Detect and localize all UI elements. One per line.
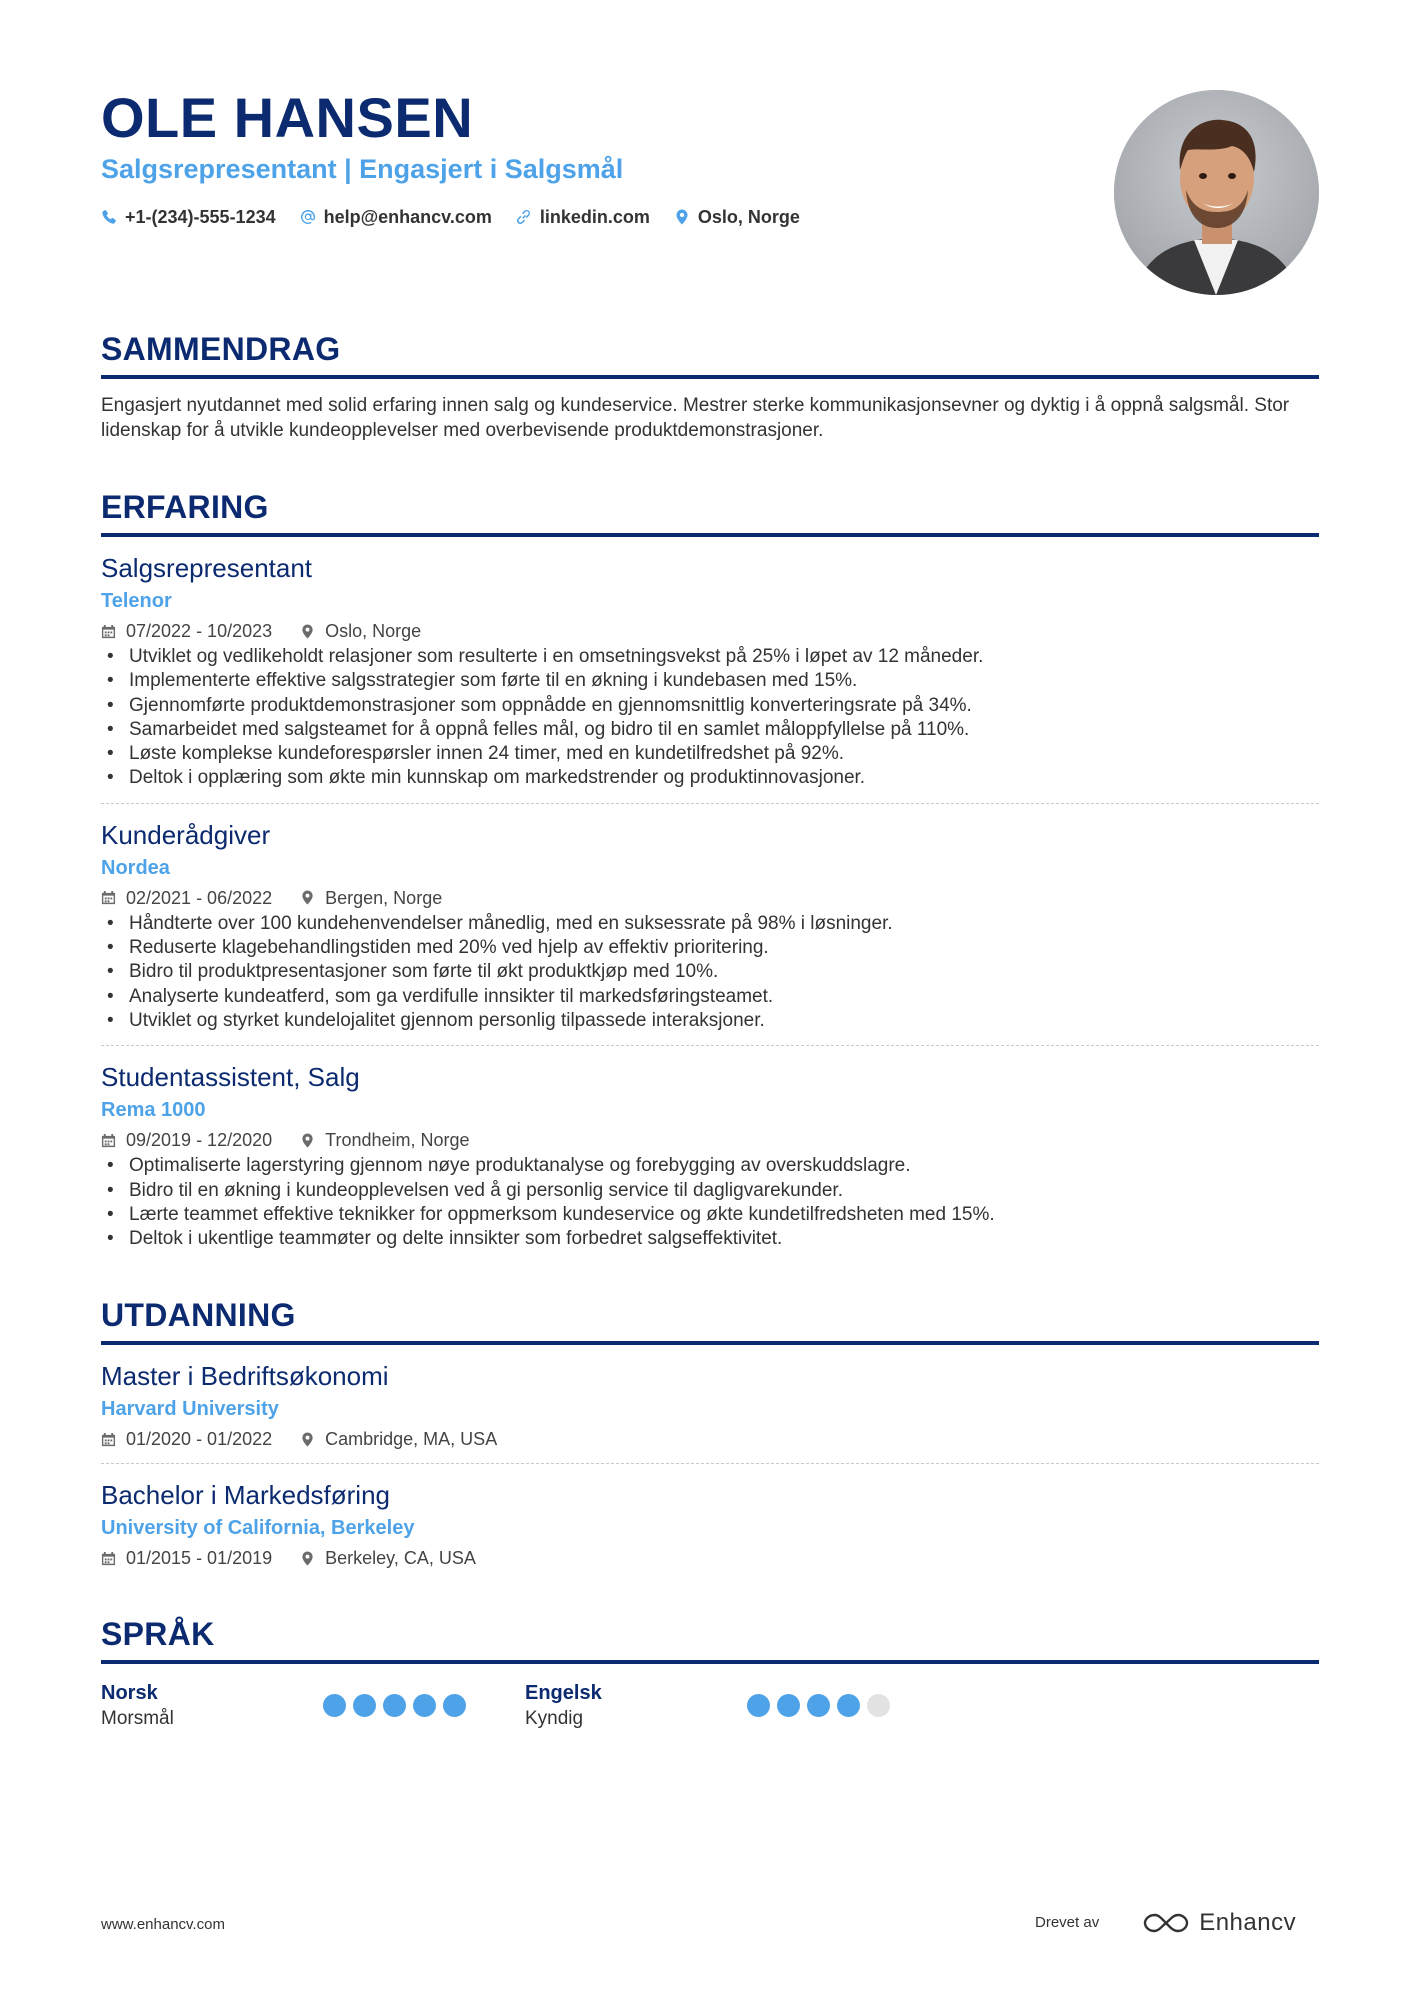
bullet-item: • Deltok i opplæring som økte min kunnskap om markedstrender og produktinnovasjoner. [101,766,1319,790]
calendar-icon [101,890,116,905]
job-location [300,619,421,643]
degree-title: Bachelor i Markedsføring [101,1480,390,1511]
languages-heading: SPRÅK [101,1614,1319,1664]
company-name: Rema 1000 [101,1099,206,1122]
job-meta [101,886,1319,910]
degree-title: Master i Bedriftsøkonomi [101,1361,389,1392]
brand-name: Enhancv [1199,1909,1297,1936]
experience-entry [101,1045,1319,1251]
bullet-item: • Utviklet og styrket kundelojalitet gjennom personlig tilpassede interaksjoner. [101,1009,1319,1033]
language-text [525,1680,747,1731]
job-meta [101,1128,1319,1152]
bullet-item: • Implementerte effektive salgsstrategier som førte til en økning i kundebasen med 15%. [101,669,1319,693]
language-item [525,1680,949,1731]
job-dates [101,886,272,910]
rating-dot-filled [383,1694,406,1717]
experience-section [101,487,1319,1251]
education-meta [101,1546,1319,1570]
calendar-icon [101,1551,116,1566]
map-pin-icon [674,209,690,225]
experience-entry [101,537,1319,791]
summary-section [101,329,1319,443]
job-dates-text: 07/2022 - 10/2023 [126,621,273,641]
education-entry [101,1345,1319,1451]
language-name: Engelsk [525,1682,602,1705]
map-pin-icon [300,1551,315,1566]
education-location [300,1427,497,1451]
summary-text: Engasjert nyutdannet med solid erfaring innen salg og kundeservice. Mestrer sterke kommunikasjonsevner og dyktig i å oppnå salgsmål. Stor lidenskap for å utvikle kundeopplevelser med overbevisende produktdemonstrasjoner. [101,395,1290,441]
job-dates [101,1128,272,1152]
rating-dot-filled [353,1694,376,1717]
footer-branding [1035,1908,1296,1938]
rating-dot-filled [323,1694,346,1717]
footer-website[interactable]: www.enhancv.com [101,1916,225,1933]
at-icon [300,209,316,225]
contact-location [674,205,800,229]
contact-email-text: help@enhancv.com [323,207,492,227]
school-name: Harvard University [101,1398,279,1421]
job-bullets [101,645,1319,791]
profile-photo [1114,90,1319,295]
company-name: Nordea [101,856,170,879]
contact-email[interactable] [300,205,492,229]
rating-dot-filled [443,1694,466,1717]
bullet-item: • Håndterte over 100 kundehenvendelser månedlig, med en suksessrate på 98% i løsninger. [101,912,1319,936]
experience-entry [101,803,1319,1033]
rating-dot-filled [777,1694,800,1717]
experience-heading: ERFARING [101,487,1319,537]
map-pin-icon [300,890,315,905]
map-pin-icon [300,624,315,639]
rating-dot-filled [747,1694,770,1717]
language-text [101,1680,323,1731]
job-dates-text: 09/2019 - 12/2020 [126,1130,273,1151]
job-location-text: Bergen, Norge [325,887,443,908]
language-rating [323,1680,466,1731]
school-name: University of California, Berkeley [101,1517,415,1540]
map-pin-icon [300,1133,315,1148]
education-location-text: Cambridge, MA, USA [325,1429,498,1450]
job-location-text: Oslo, Norge [325,621,422,641]
language-item [101,1680,525,1731]
education-dates [101,1546,272,1570]
job-meta [101,619,1319,643]
job-title: Studentassistent, Salg [101,1062,360,1093]
calendar-icon [101,1432,116,1447]
education-heading: UTDANNING [101,1295,1319,1345]
job-dates-text: 02/2021 - 06/2022 [126,887,273,908]
education-section [101,1295,1319,1570]
language-level: Kyndig [525,1708,584,1730]
contact-phone-text: +1-(234)-555-1234 [125,207,276,227]
bullet-item: • Bidro til en økning i kundeopplevelsen ved å gi personlig service til dagligvarekunder. [101,1179,1319,1203]
language-name: Norsk [101,1682,158,1705]
brand-logo[interactable] [1143,1908,1296,1938]
languages-section [101,1614,1319,1731]
bullet-item: • Optimaliserte lagerstyring gjennom nøye produktanalyse og forebygging av overskuddslagre. [101,1154,1319,1178]
rating-dot-filled [837,1694,860,1717]
contact-linkedin[interactable] [516,205,650,229]
education-location [300,1546,476,1570]
bullet-item: • Løste komplekse kundeforespørsler innen 24 timer, med en kundetilfredshet på 92%. [101,742,1319,766]
bullet-item: • Lærte teammet effektive teknikker for oppmerksom kundeservice og økte kundetilfredsheten med 15%. [101,1203,1319,1227]
company-name: Telenor [101,590,172,612]
job-dates [101,619,272,643]
profile-portrait-icon [1114,90,1319,295]
education-dates-text: 01/2015 - 01/2019 [126,1548,273,1569]
job-location [300,886,442,910]
resume-header [101,0,1319,310]
map-pin-icon [300,1432,315,1447]
bullet-item: • Utviklet og vedlikeholdt relasjoner som resulterte i en omsetningsvekst på 25% i løpet av 12 måneder. [101,645,1319,669]
education-dates [101,1427,272,1451]
bullet-item: • Analyserte kundeatferd, som ga verdifulle innsikter til markedsføringsteamet. [101,985,1319,1009]
resume-page [101,0,1319,1731]
rating-dot-empty [867,1694,890,1717]
summary-heading: SAMMENDRAG [101,329,1319,379]
education-meta [101,1427,1319,1451]
job-bullets [101,912,1319,1033]
contact-bar [101,205,800,229]
phone-icon [101,209,117,225]
job-title: Salgsrepresentant [101,553,313,583]
bullet-item: • Reduserte klagebehandlingstiden med 20% ved hjelp av effektiv prioritering. [101,936,1319,960]
calendar-icon [101,624,116,639]
enhancv-logo-icon [1143,1911,1189,1935]
bullet-item: • Bidro til produktpresentasjoner som førte til økt produktkjøp med 10%. [101,960,1319,984]
bullet-item: • Samarbeidet med salgsteamet for å oppnå felles mål, og bidro til en samlet måloppfyllelse på 110%. [101,718,1319,742]
candidate-headline: Salgsrepresentant | Engasjert i Salgsmål [101,154,624,184]
contact-location-text: Oslo, Norge [697,207,800,227]
education-dates-text: 01/2020 - 01/2022 [126,1429,273,1450]
rating-dot-filled [807,1694,830,1717]
contact-linkedin-text: linkedin.com [539,207,650,227]
education-location-text: Berkeley, CA, USA [325,1548,476,1569]
job-title: Kunderådgiver [101,819,271,850]
bullet-item: • Gjennomførte produktdemonstrasjoner som oppnådde en gjennomsnittlig konverteringsrate på 34%. [101,694,1319,718]
calendar-icon [101,1133,116,1148]
education-entry [101,1463,1319,1570]
job-bullets [101,1154,1319,1251]
job-location [300,1128,469,1152]
bullet-item: • Deltok i ukentlige teammøter og delte innsikter som forbedret salgseffektivitet. [101,1227,1319,1251]
powered-by-label: Drevet av [1035,1914,1100,1931]
language-level: Morsmål [101,1708,174,1730]
language-rating [747,1680,890,1731]
rating-dot-filled [413,1694,436,1717]
candidate-name: OLE HANSEN [101,86,474,149]
contact-phone[interactable] [101,205,276,229]
job-location-text: Trondheim, Norge [325,1130,470,1151]
languages-list [101,1680,1319,1731]
link-icon [516,209,532,225]
